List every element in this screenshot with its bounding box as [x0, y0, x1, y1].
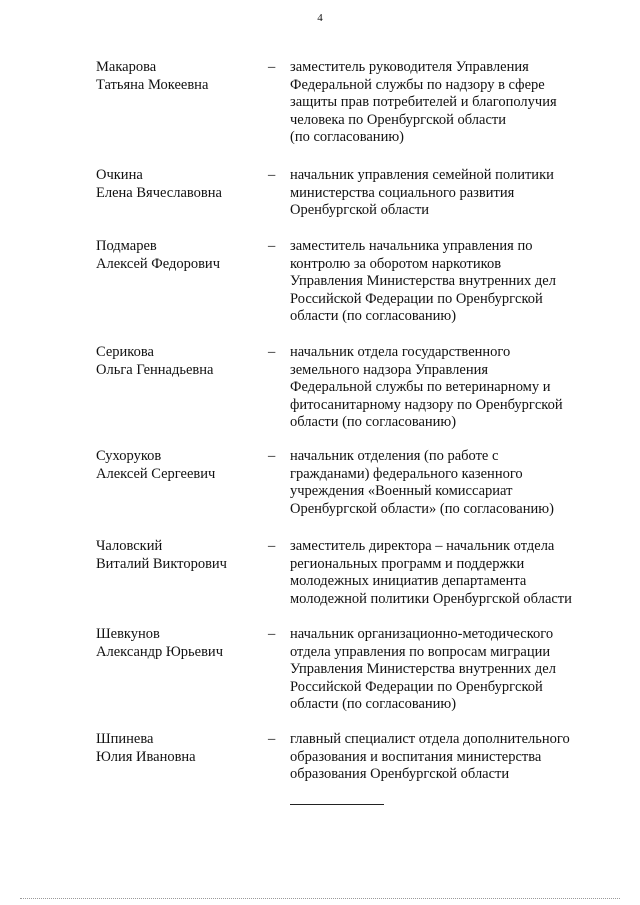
- member-given-name: Юлия Ивановна: [96, 748, 196, 765]
- member-entry: [0, 538, 640, 626]
- position-line: Оренбургской области: [290, 202, 430, 218]
- position-line: человека по Оренбургской области: [290, 111, 506, 128]
- member-surname: Чаловский: [96, 538, 163, 554]
- member-given-name: Ольга Геннадьевна: [96, 361, 214, 378]
- position-line: заместитель руководителя Управления: [290, 59, 529, 75]
- position-line: Российской Федерации по Оренбургской: [290, 678, 543, 695]
- position-line: молодежных инициатив департамента: [290, 573, 527, 589]
- position-line: области (по согласованию): [290, 414, 457, 430]
- member-name: [96, 448, 266, 483]
- member-position: [290, 238, 590, 326]
- dash-separator: –: [268, 448, 276, 464]
- position-line: области (по согласованию): [290, 696, 457, 712]
- member-given-name: Елена Вячеславовна: [96, 184, 222, 201]
- member-entry: [0, 626, 640, 731]
- member-surname: Шевкунов: [96, 626, 160, 642]
- member-name: [96, 626, 266, 661]
- position-line: Оренбургской области» (по согласованию): [290, 500, 554, 517]
- position-line: образования Оренбургской области: [290, 766, 510, 782]
- dash-separator: –: [268, 731, 276, 747]
- position-line: земельного надзора Управления: [290, 361, 489, 378]
- position-line: министерства социального развития: [290, 184, 515, 201]
- member-given-name: Александр Юрьевич: [96, 643, 223, 660]
- dash-separator: –: [268, 167, 276, 183]
- position-line: начальник отдела государственного: [290, 344, 511, 360]
- dash-separator: –: [268, 626, 276, 642]
- position-line: контролю за оборотом наркотиков: [290, 255, 502, 272]
- member-surname: Сухоруков: [96, 448, 162, 464]
- member-name: [96, 59, 266, 94]
- member-name: [96, 238, 266, 273]
- member-surname: Подмарев: [96, 238, 157, 254]
- position-line: начальник управления семейной политики: [290, 167, 554, 183]
- position-line: Федеральной службы по ветеринарному и: [290, 379, 551, 395]
- position-line: образования и воспитания министерства: [290, 748, 542, 765]
- end-of-list-rule: [290, 804, 384, 805]
- member-entry: [0, 167, 640, 238]
- position-line: гражданами) федерального казенного: [290, 465, 523, 482]
- member-position: [290, 626, 590, 714]
- footer-scan-artifact: [20, 898, 620, 899]
- member-entry: [0, 731, 640, 784]
- position-line: молодежной политики Оренбургской области: [290, 590, 572, 607]
- member-name: [96, 167, 266, 202]
- position-line: защиты прав потребителей и благополучия: [290, 94, 557, 110]
- position-line: Управления Министерства внутренних дел: [290, 273, 556, 289]
- member-surname: Макарова: [96, 59, 157, 75]
- member-position: [290, 538, 590, 608]
- member-position: [290, 167, 590, 220]
- position-line: Управления Министерства внутренних дел: [290, 661, 556, 677]
- dash-separator: –: [268, 238, 276, 254]
- dash-separator: –: [268, 59, 276, 75]
- position-line: фитосанитарному надзору по Оренбургской: [290, 396, 563, 413]
- member-name: [96, 731, 266, 766]
- member-position: [290, 731, 590, 784]
- dash-separator: –: [268, 538, 276, 554]
- page-number: 4: [317, 12, 323, 24]
- member-surname: Серикова: [96, 344, 154, 360]
- position-line: отдела управления по вопросам миграции: [290, 643, 551, 660]
- position-line: начальник организационно-методического: [290, 626, 554, 642]
- member-surname: Шпинева: [96, 731, 154, 747]
- position-line: Федеральной службы по надзору в сфере: [290, 76, 545, 93]
- member-name: [96, 538, 266, 573]
- member-given-name: Виталий Викторович: [96, 555, 227, 572]
- member-position: [290, 59, 590, 147]
- member-position: [290, 344, 590, 432]
- position-line: (по согласованию): [290, 129, 404, 145]
- position-line: начальник отделения (по работе с: [290, 448, 499, 464]
- member-entry: [0, 344, 640, 448]
- member-entry: [0, 448, 640, 538]
- member-given-name: Алексей Федорович: [96, 255, 220, 272]
- member-surname: Очкина: [96, 167, 143, 183]
- position-line: Российской Федерации по Оренбургской: [290, 290, 543, 307]
- member-entry: [0, 59, 640, 167]
- member-position: [290, 448, 590, 518]
- position-line: главный специалист отдела дополнительного: [290, 731, 570, 747]
- position-line: области (по согласованию): [290, 308, 457, 324]
- member-entry: [0, 238, 640, 344]
- position-line: заместитель начальника управления по: [290, 238, 533, 254]
- member-list: [0, 59, 640, 784]
- member-given-name: Алексей Сергеевич: [96, 465, 216, 482]
- member-name: [96, 344, 266, 379]
- member-given-name: Татьяна Мокеевна: [96, 76, 209, 93]
- position-line: учреждения «Военный комиссариат: [290, 483, 513, 499]
- dash-separator: –: [268, 344, 276, 360]
- position-line: региональных программ и поддержки: [290, 555, 525, 572]
- position-line: заместитель директора – начальник отдела: [290, 538, 555, 554]
